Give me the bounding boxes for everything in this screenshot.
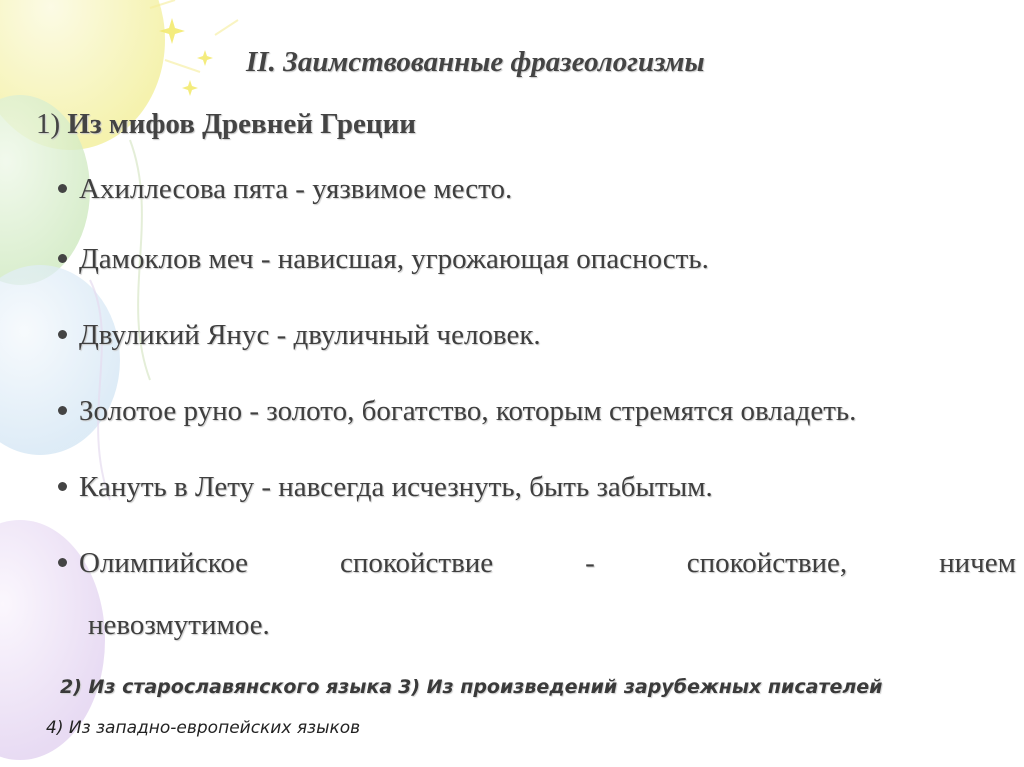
bullet-icon (58, 254, 67, 263)
slide-title: II. Заимствованные фразеологизмы (246, 46, 705, 78)
section-4-label: 4) Из западно-европейских языков (46, 718, 361, 738)
sections-2-3 (60, 676, 882, 698)
bullet-icon (58, 558, 67, 567)
item-word: спокойствие (340, 547, 494, 579)
section-heading-1 (36, 108, 416, 141)
item-text: Ахиллесова пята - уязвимое место. (79, 173, 513, 205)
section-number: 1) (36, 108, 61, 140)
section-3-label: 3) Из произведений зарубежных писателей (398, 676, 883, 698)
item-text: Золотое руно - золото, богатство, которым стремятся овладеть. (79, 395, 857, 427)
item-line-2: невозмутимое. (88, 609, 270, 641)
item-line-1 (58, 532, 1016, 594)
bullet-icon (58, 406, 67, 415)
list-item (58, 532, 1016, 656)
list-item (58, 456, 1016, 518)
list-item (58, 304, 1016, 366)
item-word: спокойствие, (686, 547, 848, 579)
item-text: Двуликий Янус - двуличный человек. (79, 319, 541, 351)
list-item (58, 380, 1016, 442)
item-text: Дамоклов меч - нависшая, угрожающая опасность. (79, 243, 709, 275)
list-item (58, 158, 1016, 220)
list-item (58, 228, 1016, 290)
item-word: - (585, 547, 595, 579)
section-label: Из мифов Древней Греции (67, 108, 417, 140)
bullet-icon (58, 184, 67, 193)
bullet-icon (58, 482, 67, 491)
item-text: Кануть в Лету - навсегда исчезнуть, быть забытым. (79, 471, 713, 503)
bullet-icon (58, 330, 67, 339)
item-word: Олимпийское (58, 532, 248, 594)
item-word: ничем (939, 547, 1016, 579)
section-2-label: 2) Из старославянского языка (60, 676, 393, 698)
